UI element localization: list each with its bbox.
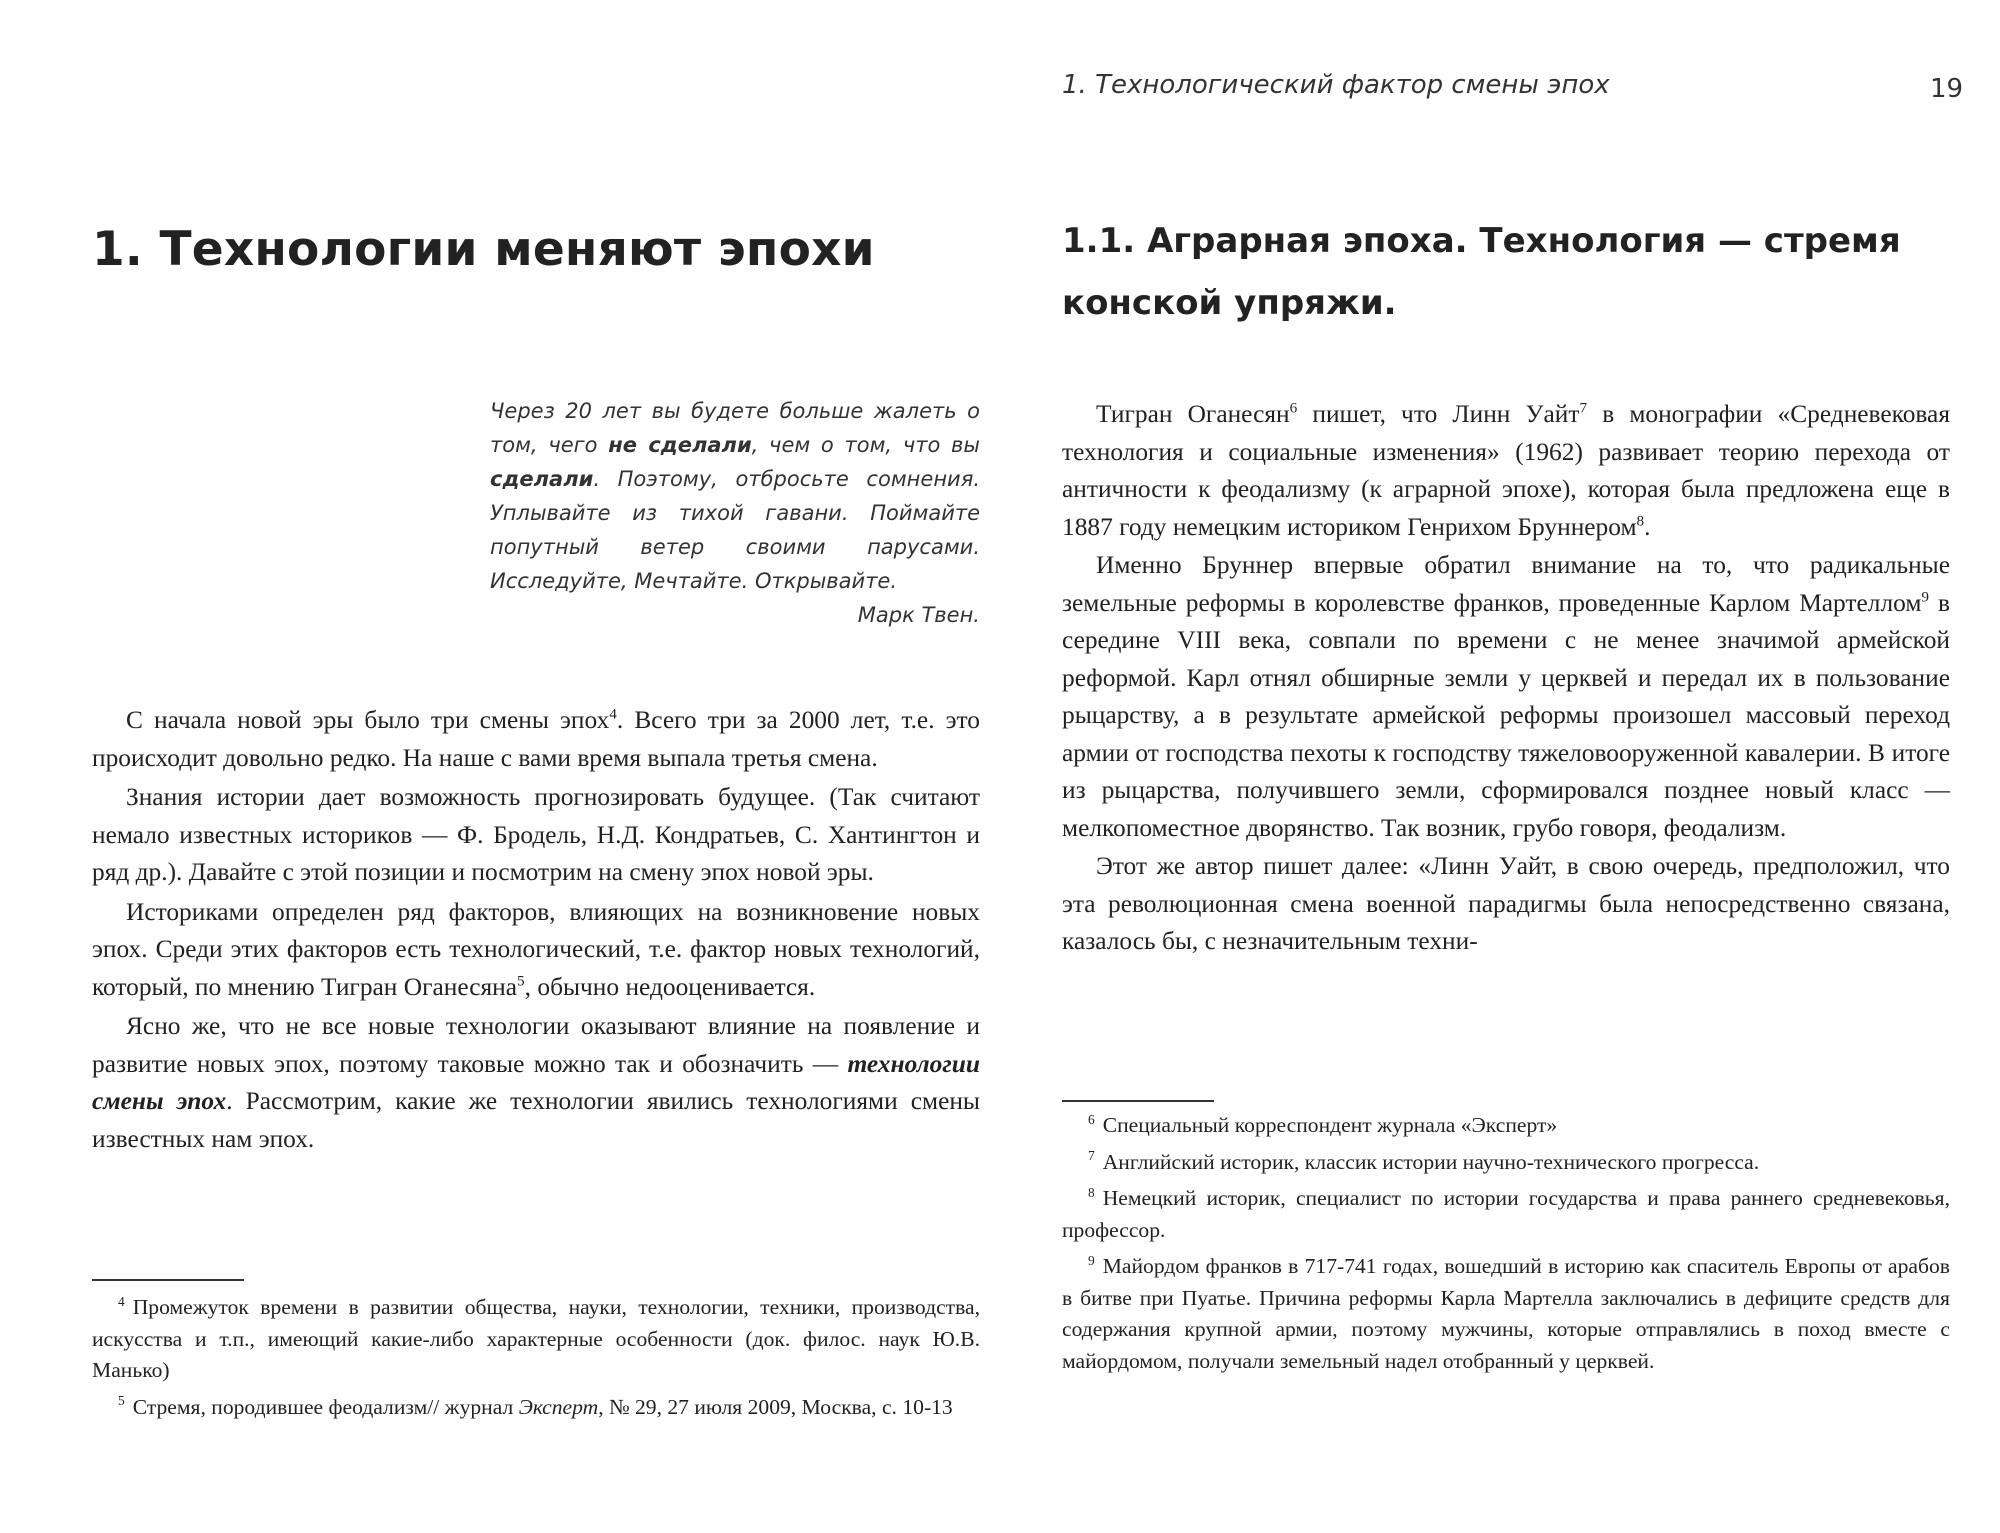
text: в середине VIII века, совпали по времени с не менее значимой армейской реформой. Карл отнял обширные земли у церквей и передал их в пользование рыцарству, а в результате армейской реформы произошел массовый переход армии от господства пехоты к господству тяжеловооруженной кавалерии. В итоге из рыцарства, получившего земли, сформировался позднее новый класс — мелкопоместное дворянство. Так возник, грубо говоря, феодализм. [1062,588,1950,842]
running-head: 1. Технологический фактор смены эпох [1062,70,1610,100]
footnote-text: Стремя, породившее феодализм// журнал [132,1394,519,1419]
footnote [1062,1251,1950,1377]
epigraph-quote [490,394,980,598]
emphasis-term: технологии смены эпох [92,1049,980,1115]
paragraph [1062,396,1950,546]
epigraph-author: Марк Твен. [857,603,980,627]
epigraph-emphasis: не сделали [608,433,752,457]
footnote-ref: 5 [517,972,525,990]
footnote-number: 5 [118,1393,125,1409]
footnote [1062,1110,1950,1142]
text: С начала новой эры было три смены эпох [126,706,610,734]
paragraph [92,1008,980,1158]
text: пишет, что Линн Уайт [1297,400,1580,428]
text: . [1644,512,1651,541]
paragraph: Этот же автор пишет далее: «Линн Уайт, в свою очередь, предположил, что эта революционная смена военной парадигмы была непосредственно связана, казалось бы, с незначительным техни- [1062,852,1950,955]
text: в монографии «Средневековая технология и социальные изменения» (1962) развивает теорию перехода от античности к феодализму (к аграрной эпохе), которая была предложена еще в 1887 году немецким историком Генрихом Бруннером [1062,400,1951,541]
footnote-number: 8 [1088,1184,1095,1200]
footnote-divider [92,1279,244,1281]
footnote-text: Специальный корреспондент журнала «Эксперт» [1102,1113,1558,1137]
footnote-number: 9 [1088,1252,1095,1268]
footnote-text: Майордом франков в 717-741 годах, вошедший в историю как спаситель Европы от арабов в битве при Пуатье. Причина реформы Карла Мартелла заключались в дефиците средств для содержания крупной армии, поэтому мужчины, которые отправлялись в поход вместе с майордомом, получали земельный надел отобранный у церквей. [1062,1254,1950,1373]
right-body-text [1062,396,1950,962]
footnote-text: Английский историк, классик истории научно-технического прогресса. [1102,1149,1760,1174]
page-number: 19 [1930,74,1964,104]
text: . Рассмотрим, какие же технологии явились технологиями смены известных нам эпох. [92,1087,980,1153]
footnote-number: 6 [1088,1111,1095,1127]
footnote-number: 4 [118,1293,125,1309]
footnote-divider [1062,1100,1214,1102]
footnote-text: , № 29, 27 июля 2009, Москва, с. 10-13 [598,1394,953,1419]
footnote-text: Немецкий историк, специалист по истории государства и права раннего средневековья, профессор. [1062,1186,1950,1242]
footnote [1062,1183,1950,1246]
epigraph-text: Через 20 лет вы будете больше жалеть о том, чего [490,399,980,457]
paragraph [1062,547,1950,847]
text: . Всего три за 2000 лет, т.е. это происходит довольно редко. На наше с вами время выпала третья смена. [92,706,980,772]
footnote-ref: 9 [1921,588,1930,606]
text: Историками определен ряд факторов, влияющих на возникновение новых эпох. Среди этих факторов есть технологический, т.е. фактор новых технологий, который, по мнению Тигран Оганесяна [92,897,980,1001]
text: Тигран Оганесян [1096,400,1290,428]
footnote-ref: 8 [1636,512,1645,530]
text: Именно Бруннер впервые обратил внимание на то, что радикальные земельные реформы в королевстве франков, проведенные Карлом Мартеллом [1062,551,1950,617]
left-footnotes [92,1292,980,1428]
epigraph-text: , чем о том, что вы [751,433,980,457]
text: Ясно же, что не все новые технологии оказывают влияние на появление и развитие новых эпох, поэтому таковые можно так и обозначить — [92,1012,980,1078]
footnote-ref: 7 [1579,399,1588,417]
footnote-journal: Эксперт [518,1394,599,1419]
text: , обычно недооценивается. [524,972,816,1001]
paragraph [92,702,980,777]
footnote-ref: 4 [609,705,617,723]
footnote-ref: 6 [1289,399,1298,417]
right-footnotes [1062,1110,1950,1382]
paragraph: Знания истории дает возможность прогнозировать будущее. (Так считают немало известных историков — Ф. Бродель, Н.Д. Кондратьев, С. Хантингтон и ряд др.). Давайте с этой позиции и посмотрим на смену эпох новой эры. [92,783,980,886]
footnote [1062,1147,1950,1179]
chapter-title: 1. Технологии меняют эпохи [92,222,875,277]
epigraph [490,394,980,632]
footnote [92,1292,980,1387]
section-title: 1.1. Аграрная эпоха. Технология — стремя конской упряжи. [1062,221,1901,323]
footnote-number: 7 [1088,1148,1095,1164]
footnote [92,1392,980,1424]
left-body-text [92,702,980,1160]
paragraph [92,894,980,1007]
footnote-text: Промежуток времени в развитии общества, науки, технологии, техники, производства, искусства и т.п., имеющий какие-либо характерные особенности (док. филос. наук Ю.В. Манько) [92,1295,980,1382]
epigraph-text: . Поэтому, отбросьте сомнения. Уплывайте из тихой гавани. Поймайте попутный ветер своими парусами. Исследуйте, Мечтайте. Открывайте. [490,467,980,593]
epigraph-emphasis: сделали [490,467,594,491]
